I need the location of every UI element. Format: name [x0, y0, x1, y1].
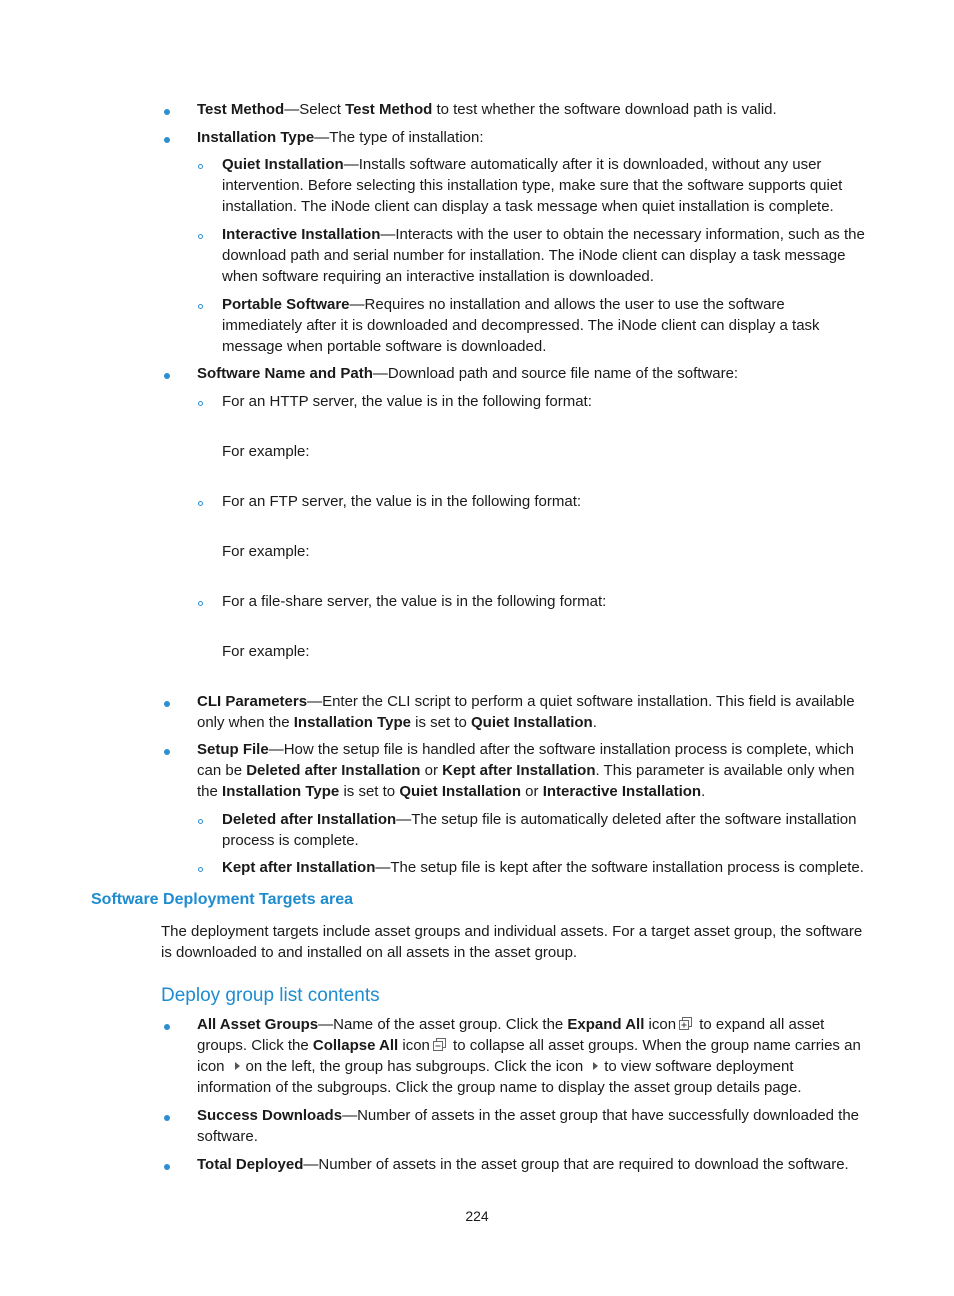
list-item: For an HTTP server, the value is in the following format:: [222, 393, 592, 410]
list-item: For a file-share server, the value is in the following format:: [222, 593, 607, 610]
bullet-icon: [164, 1164, 170, 1170]
sub-bullet-icon: [198, 501, 203, 506]
list-item: Kept after Installation—The setup file is kept after the software installation process is complete.: [222, 859, 864, 876]
bullet-icon: [164, 749, 170, 755]
example-label: For example:: [222, 643, 310, 660]
example-label: For example:: [222, 443, 310, 460]
section-heading: Software Deployment Targets area: [91, 891, 354, 908]
list-item: Success Downloads—Number of assets in the asset group that have successfully downloaded the software.: [197, 1107, 860, 1145]
list-item: Total Deployed—Number of assets in the asset group that are required to download the software.: [197, 1156, 849, 1173]
list-item: Installation Type—The type of installation:: [197, 129, 484, 146]
bullet-icon: [164, 373, 170, 379]
list-item: All Asset Groups—Name of the asset group. Click the Expand All icon to expand all asset groups. Click the Collapse All icon to collapse all asset groups. When the group name carries an icon on the left, the group has subgroups. Click the icon to view software deployment information of the subgroups. Click the group name to display the asset group details page.: [197, 1016, 861, 1096]
list-item: Portable Software—Requires no installation and allows the user to use the software immediately after it is downloaded and decompressed. The iNode client can display a task message when portable software is downloaded.: [222, 296, 820, 355]
bullet-icon: [164, 1024, 170, 1030]
bullet-icon: [164, 1115, 170, 1121]
expand-arrow-icon: [235, 1062, 240, 1070]
bullet-icon: [164, 109, 170, 115]
expand-all-icon: [679, 1017, 692, 1030]
collapse-all-icon: [433, 1038, 446, 1051]
example-label: For example:: [222, 543, 310, 560]
list-item: Software Name and Path—Download path and source file name of the software:: [197, 365, 739, 382]
list-item: Test Method—Select Test Method to test whether the software download path is valid.: [197, 101, 777, 118]
sub-bullet-icon: [198, 819, 203, 824]
bullet-icon: [164, 137, 170, 143]
subsection-heading: Deploy group list contents: [161, 985, 380, 1006]
sub-bullet-icon: [198, 304, 203, 309]
sub-bullet-icon: [198, 401, 203, 406]
list-item: Interactive Installation—Interacts with the user to obtain the necessary information, such as the download path and serial number for installation. The iNode client can display a task message when software requiring an interactive installation is downloaded.: [222, 226, 865, 285]
sub-bullet-icon: [198, 601, 203, 606]
sub-bullet-icon: [198, 164, 203, 169]
expand-arrow-icon: [593, 1062, 598, 1070]
sub-bullet-icon: [198, 234, 203, 239]
sub-bullet-icon: [198, 867, 203, 872]
bullet-icon: [164, 701, 170, 707]
page-number: 224: [465, 1208, 489, 1224]
list-item: Quiet Installation—Installs software automatically after it is downloaded, without any user intervention. Before selecting this installation type, make sure that the software supports quiet installation. The iNode client can display a task message when quiet installation is complete.: [222, 156, 843, 215]
list-item: CLI Parameters—Enter the CLI script to perform a quiet software installation. This field is available only when the Installation Type is set to Quiet Installation.: [197, 693, 855, 731]
section-intro: The deployment targets include asset groups and individual assets. For a target asset group, the software is downloaded to and installed on all assets in the asset group.: [161, 923, 863, 961]
list-item: Setup File—How the setup file is handled after the software installation process is complete, which can be Deleted after Installation or Kept after Installation. This parameter is available only when the Installation Type is set to Quiet Installation or Interactive Installation.: [197, 741, 855, 800]
list-item: For an FTP server, the value is in the following format:: [222, 493, 582, 510]
list-item: Deleted after Installation—The setup file is automatically deleted after the software installation process is complete.: [222, 811, 857, 849]
